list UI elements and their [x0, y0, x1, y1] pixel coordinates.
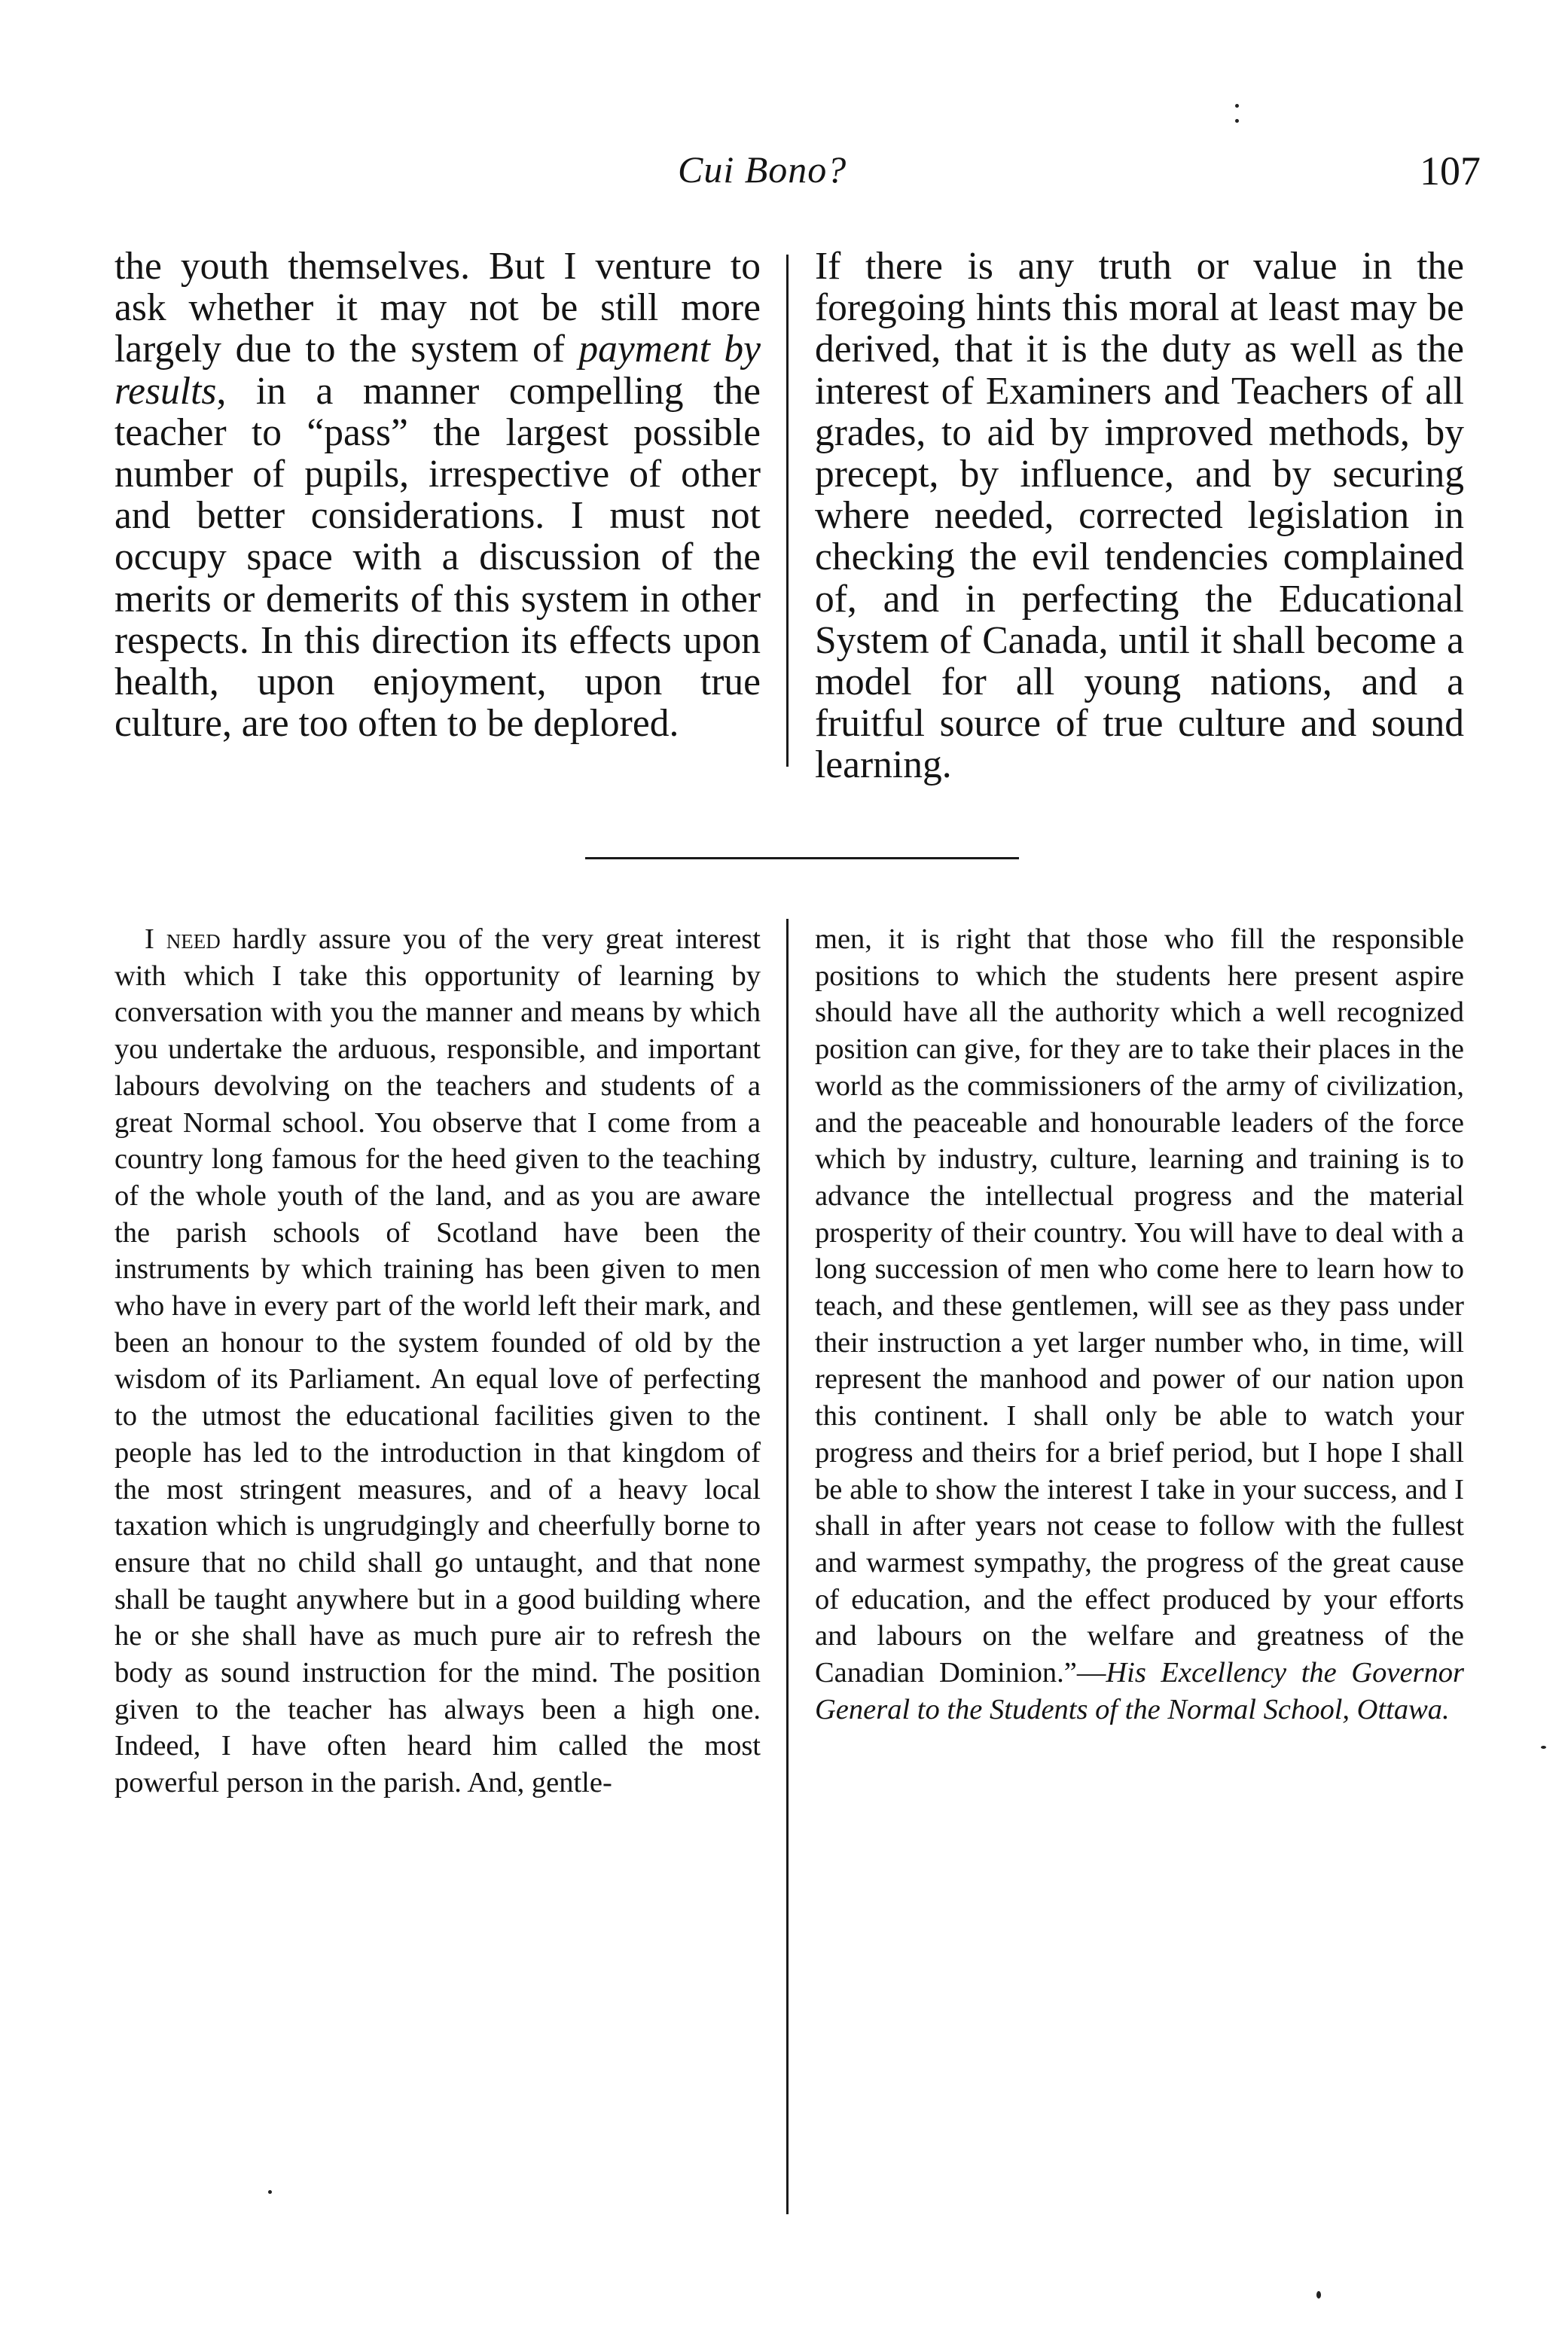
paragraph-text: men, it is right that those who fill the responsible positions to which the students here present aspire should have all the authority which a well recognized position can give, for they are to take their places in the world as the commissioners of the army of civilization, and the peaceable and honourable leaders of the force which by industry, culture, learning and training is to advance the intellectual progress and the material prosperity of their country. You will have to deal with a long succession of men who come here to learn how to teach, and these gentlemen, will see as they pass under their instruction a yet larger number who, in time, will represent the manhood and power of our nation upon this continent. I shall only be able to watch your progress and theirs for a brief period, but I hope I shall be able to show the interest I take in your success, and I shall in after years not cease to follow with the fullest and warmest sympathy, the progress of the great cause of education, and the effect produced by your efforts and labours on the welfare and greatness of the Canadian Dominion.”—	[815, 923, 1464, 1689]
emphasis-text: payment by results	[114, 328, 761, 413]
section-divider	[585, 857, 1019, 859]
upper-left-column	[114, 246, 761, 744]
attribution: His Excellency the Governor General to the Students of the Normal School, Ottawa.	[815, 1657, 1465, 1725]
upper-right-column	[815, 246, 1464, 786]
lower-left-column	[114, 921, 761, 1802]
column-divider	[786, 919, 789, 2214]
opening-words: I need	[145, 923, 221, 955]
ink-speck	[1541, 1746, 1546, 1749]
ink-speck	[1235, 119, 1239, 123]
column-divider	[786, 255, 789, 767]
paragraph-text: , in a manner compelling the teacher to “pass” the largest possible number of pupils, irrespective of other and better considerations. I must not occupy space with a discussion of the merits or demerits of this system in other respects. In this direction its effects upon health, upon enjoyment, upon true culture, are too often to be deplored.	[114, 369, 761, 746]
lower-right-column	[815, 921, 1464, 1728]
ink-speck	[1235, 104, 1239, 108]
paragraph: If there is any truth or value in the foregoing hints this moral at least may be derived, that it is the duty as well as the interest of Examiners and Teachers of all grades, to aid by improved methods, by precept, by influence, and by securing where needed, corrected legislation in checking the evil tendencies complained of, and in perfecting the Educational System of Canada, until it shall become a model for all young nations, and a fruitful source of true culture and sound learning.	[815, 245, 1464, 787]
paragraph-text: hardly assure you of the very great interest with which I take this opportunity of learning by conversation with you the manner and means by which you undertake the arduous, responsible, and important labours devolving on the teachers and students of a great Normal school. You observe that I come from a country long famous for the heed given to the teaching of the whole youth of the land, and as you are aware the parish schools of Scotland have been the instruments by which training has been given to men who have in every part of the world left their mark, and been an honour to the system founded of old by the wisdom of its Parliament. An equal love of perfecting to the utmost the educational facilities given to the people has led to the introduction in that kingdom of the most stringent measures, and of a heavy local taxation which is ungrudgingly and cheerfully borne to ensure that no child shall go untaught, and that none shall be taught anywhere but in a good building where he or she shall have as much pure air to refresh the body as sound instruction for the mind. The position given to the teacher has always been a high one. Indeed, I have often heard him called the most powerful person in the parish. And, gentle-	[114, 923, 761, 1799]
ink-speck	[1316, 2291, 1321, 2299]
page-number: 107	[1420, 148, 1481, 194]
paragraph-text: the youth themselves. But I venture to ask whether it may not be still more largely due to the system of	[114, 245, 761, 371]
paragraph	[114, 246, 761, 744]
paragraph	[815, 921, 1464, 1728]
ink-speck	[268, 2190, 272, 2194]
paragraph	[114, 921, 761, 1802]
running-title: Cui Bono?	[678, 148, 847, 191]
